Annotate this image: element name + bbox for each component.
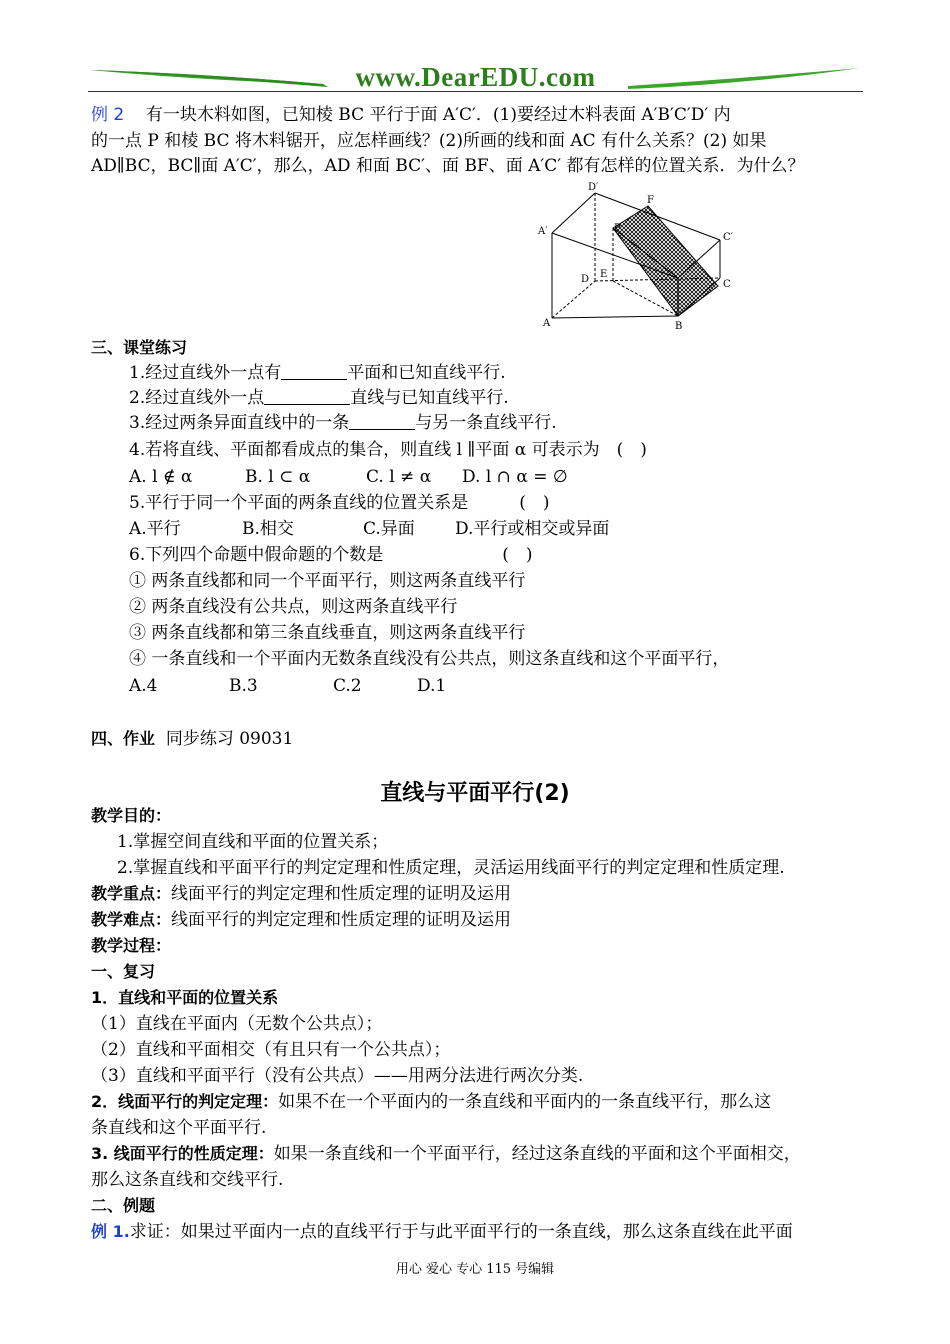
q6-statement-2: ② 两条直线没有公共点，则这两条直线平行: [129, 597, 458, 617]
answer-blank-1[interactable]: [281, 363, 347, 380]
q4-option-a: A. l ∉ α: [129, 467, 193, 487]
header-divider: [88, 91, 863, 92]
section4-heading: 四、作业: [91, 729, 156, 748]
section4: [91, 728, 293, 750]
q5-option-c: C.异面: [363, 519, 415, 539]
label-D-prime: D′: [588, 182, 599, 193]
label-C-prime: C′: [723, 232, 733, 243]
answer-blank-3[interactable]: [349, 413, 415, 430]
review-heading: 一、复习: [91, 962, 156, 981]
key-points: 教学重点：线面平行的判定定理和性质定理的证明及运用: [91, 884, 512, 904]
wood-block-figure: [530, 178, 745, 338]
example1-label: 例 1.: [91, 1222, 130, 1241]
label-A: A: [543, 318, 551, 329]
label-P: P: [614, 223, 621, 234]
goal-2: 2.掌握直线和平面平行的判定定理和性质定理，灵活运用线面平行的判定定理和性质定理.: [117, 858, 785, 878]
q5-option-b: B.相交: [242, 519, 294, 539]
q6-option-c: C.2: [333, 676, 362, 696]
q6-statement-1: ① 两条直线都和同一个平面平行，则这两条直线平行: [129, 571, 526, 591]
q6-option-b: B.3: [229, 676, 258, 696]
example2-line3: AD∥BC，BC∥面 A′C′，那么，AD 和面 BC′、面 BF、面 A′C′ 都有怎样的位置关系．为什么？: [91, 156, 805, 176]
q5-option-d: D.平行或相交或异面: [455, 519, 610, 539]
page-footer: 用心 爱心 专心 115 号编辑: [395, 1262, 555, 1277]
review3-cont: 那么这条直线和交线平行.: [91, 1170, 284, 1190]
example2-label: 例 2: [91, 105, 125, 125]
q6-option-d: D.1: [417, 676, 447, 696]
question-2: 2.经过直线外一点 直线与已知直线平行.: [129, 388, 509, 408]
q4-option-b: B. l ⊂ α: [245, 467, 311, 487]
process-label: 教学过程：: [91, 936, 172, 955]
label-E: E: [600, 269, 608, 280]
review2: 2．线面平行的判定定理：如果不在一个平面内的一条直线和平面内的一条直线平行，那么这: [91, 1092, 772, 1112]
label-A-prime: A′: [538, 226, 548, 237]
question-5: 5.平行于同一个平面的两条直线的位置关系是 ( ): [129, 493, 550, 513]
cut-plane: [613, 206, 718, 316]
review1-heading: 1．直线和平面的位置关系: [91, 988, 279, 1007]
label-D: D: [581, 274, 590, 285]
goal-1: 1.掌握空间直线和平面的位置关系；: [117, 832, 389, 852]
lesson-title: 直线与平面平行(2): [380, 781, 570, 806]
question-6-options: [129, 675, 446, 697]
q6-statement-4: ④ 一条直线和一个平面内无数条直线没有公共点，则这条直线和这个平面平行，: [129, 649, 730, 669]
q6-statement-3: ③ 两条直线都和第三条直线垂直，则这两条直线平行: [129, 623, 526, 643]
review3: 3. 线面平行的性质定理：如果一条直线和一个平面平行，经过这条直线的平面和这个平面相交，: [91, 1144, 801, 1164]
block-diagram: [530, 178, 745, 333]
label-B: B: [675, 321, 683, 332]
question-4: 4.若将直线、平面都看成点的集合，则直线 l ∥平面 α 可表示为 ( ): [129, 440, 647, 460]
review2-cont: 条直线和这个平面平行.: [91, 1118, 267, 1138]
q6-option-a: A.4: [129, 676, 158, 696]
question-3: 3.经过两条异面直线中的一条 与另一条直线平行.: [129, 413, 557, 433]
example2-line1: 例 2 有一块木料如图，已知棱 BC 平行于面 A′C′．(1)要经过木料表面 A′B′C′D′ 内: [91, 105, 731, 125]
difficult-points: 教学难点：线面平行的判定定理和性质定理的证明及运用: [91, 910, 512, 930]
section3-heading: 三、课堂练习: [91, 338, 188, 357]
answer-blank-2[interactable]: [264, 388, 350, 405]
header-banner: [88, 60, 863, 100]
question-6: 6.下列四个命题中假命题的个数是 ( ): [129, 545, 533, 565]
review1-item-1: （1）直线在平面内（无数个公共点）；: [91, 1014, 383, 1034]
q4-option-d: D. l ∩ α = ∅: [462, 467, 568, 487]
example1: 例 1.求证：如果过平面内一点的直线平行于与此平面平行的一条直线，那么这条直线在此平面: [91, 1222, 793, 1242]
question-4-options: [129, 466, 568, 488]
question-1: 1.经过直线外一点有 平面和已知直线平行.: [129, 363, 506, 383]
goals-label: 教学目的：: [91, 806, 172, 825]
label-F: F: [647, 195, 654, 206]
examples-heading: 二、例题: [91, 1196, 156, 1215]
review1-item-2: （2）直线和平面相交（有且只有一个公共点）；: [91, 1040, 451, 1060]
question-5-options: [129, 518, 609, 540]
example2-line2: 的一点 P 和棱 BC 将木料锯开，应怎样画线？(2)所画的线和面 AC 有什么关系？(2) 如果: [91, 131, 767, 151]
site-logo: www.DearEDU.com: [355, 62, 596, 92]
review1-item-3: （3）直线和平面平行（没有公共点）——用两分法进行两次分类.: [91, 1066, 584, 1086]
label-C: C: [723, 279, 731, 290]
q4-option-c: C. l ≠ α: [366, 467, 432, 487]
homework-text: 同步练习 09031: [165, 729, 294, 749]
q5-option-a: A.平行: [129, 519, 181, 539]
